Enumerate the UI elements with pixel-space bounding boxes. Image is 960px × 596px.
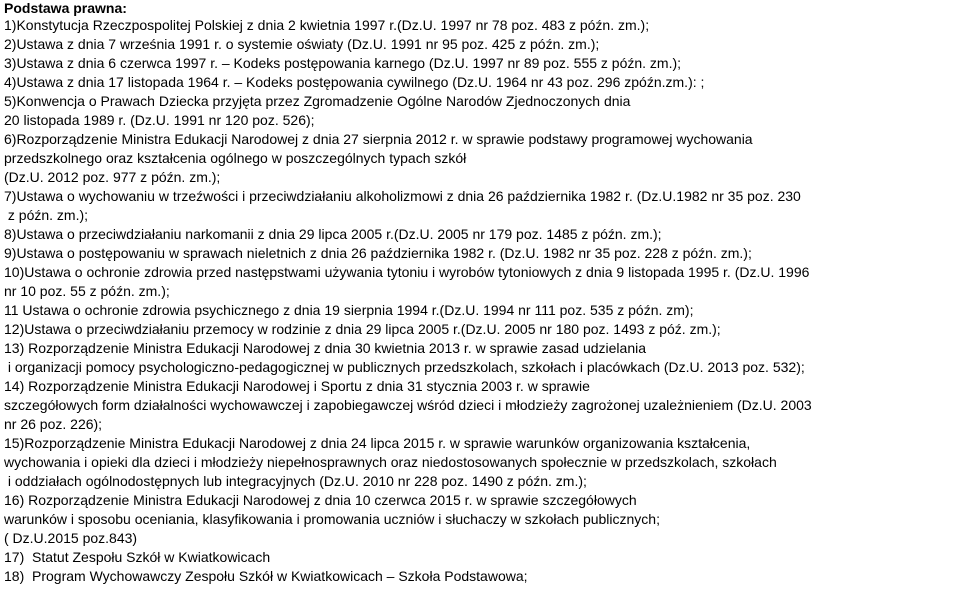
list-line: wychowania i opieki dla dzieci i młodzieży niepełnosprawnych oraz niedostosowanych społecznie w przedszkolach, szkołach [4,454,777,470]
list-line: 15)Rozporządzenie Ministra Edukacji Narodowej z dnia 24 lipca 2015 r. w sprawie warunków organizowania kształcenia, [4,435,751,451]
list-line: 20 listopada 1989 r. (Dz.U. 1991 nr 120 poz. 526); [4,112,315,128]
list-line: nr 10 poz. 55 z późn. zm.); [4,283,170,299]
list-line: nr 26 poz. 226); [4,416,103,432]
list-line: 1)Konstytucja Rzeczpospolitej Polskiej z dnia 2 kwietnia 1997 r.(Dz.U. 1997 nr 78 poz. 483 z późn. zm.); [4,17,650,33]
list-line: 10)Ustawa o ochronie zdrowia przed następstwami używania tytoniu i wyrobów tytoniowych z dnia 9 listopada 1995 r. (Dz.U. 1996 [4,264,810,280]
list-line: 16) Rozporządzenie Ministra Edukacji Narodowej z dnia 10 czerwca 2015 r. w sprawie szczegółowych [4,492,637,508]
list-line: 3)Ustawa z dnia 6 czerwca 1997 r. – Kodeks postępowania karnego (Dz.U. 1997 nr 89 poz. 555 z późn. zm.); [4,55,682,71]
list-line: 2)Ustawa z dnia 7 września 1991 r. o systemie oświaty (Dz.U. 1991 nr 95 poz. 425 z późn. zm.); [4,36,600,52]
list-line: 11 Ustawa o ochronie zdrowia psychicznego z dnia 19 sierpnia 1994 r.(Dz.U. 1994 nr 111 poz. 535 z późn. zm); [4,302,694,318]
list-line: 5)Konwencja o Prawach Dziecka przyjęta przez Zgromadzenie Ogólne Narodów Zjednoczonych dnia [4,93,631,109]
list-line: (Dz.U. 2012 poz. 977 z późn. zm.); [4,169,221,185]
list-line: 12)Ustawa o przeciwdziałaniu przemocy w rodzinie z dnia 29 lipca 2005 r.(Dz.U. 2005 nr 180 poz. 1493 z póź. zm.); [4,321,721,337]
list-line: ( Dz.U.2015 poz.843) [4,530,138,546]
legal-basis-list [4,16,960,586]
list-line: i oddziałach ogólnodostępnych lub integracyjnych (Dz.U. 2010 nr 228 poz. 1490 z późn. zm.); [4,473,587,489]
list-line: 17) Statut Zespołu Szkół w Kwiatkowicach [4,549,271,565]
list-line: 9)Ustawa o postępowaniu w sprawach nieletnich z dnia 26 października 1982 r. (Dz.U. 1982 nr 35 poz. 228 z późn. zm.); [4,245,752,261]
list-line: 4)Ustawa z dnia 17 listopada 1964 r. – Kodeks postępowania cywilnego (Dz.U. 1964 nr 43 poz. 296 zpóźn.zm.): ; [4,74,705,90]
list-line: 18) Program Wychowawczy Zespołu Szkół w Kwiatkowicach – Szkoła Podstawowa; [4,568,528,584]
list-line: 7)Ustawa o wychowaniu w trzeźwości i przeciwdziałaniu alkoholizmowi z dnia 26 października 1982 r. (Dz.U.1982 nr 35 poz. 230 [4,188,801,204]
list-line: 14) Rozporządzenie Ministra Edukacji Narodowej i Sportu z dnia 31 stycznia 2003 r. w sprawie [4,378,590,394]
list-line: przedszkolnego oraz kształcenia ogólnego w poszczególnych typach szkół [4,150,467,166]
list-line: 8)Ustawa o przeciwdziałaniu narkomanii z dnia 29 lipca 2005 r.(Dz.U. 2005 nr 179 poz. 1485 z późn. zm.); [4,226,662,242]
list-line: 13) Rozporządzenie Ministra Edukacji Narodowej z dnia 30 kwietnia 2013 r. w sprawie zasad udzielania [4,340,647,356]
list-line: warunków i sposobu oceniania, klasyfikowania i promowania uczniów i słuchaczy w szkołach publicznych; [4,511,660,527]
document-heading: Podstawa prawna: [4,0,127,16]
list-line: 6)Rozporządzenie Ministra Edukacji Narodowej z dnia 27 sierpnia 2012 r. w sprawie podstawy programowej wychowania [4,131,753,147]
list-line: z późn. zm.); [4,207,89,223]
list-line: szczegółowych form działalności wychowawczej i zapobiegawczej wśród dzieci i młodzieży zagrożonej uzależnieniem (Dz.U. 2003 [4,397,812,413]
list-line: i organizacji pomocy psychologiczno-pedagogicznej w publicznych przedszkolach, szkołach i placówkach (Dz.U. 2013 poz. 532); [4,359,805,375]
